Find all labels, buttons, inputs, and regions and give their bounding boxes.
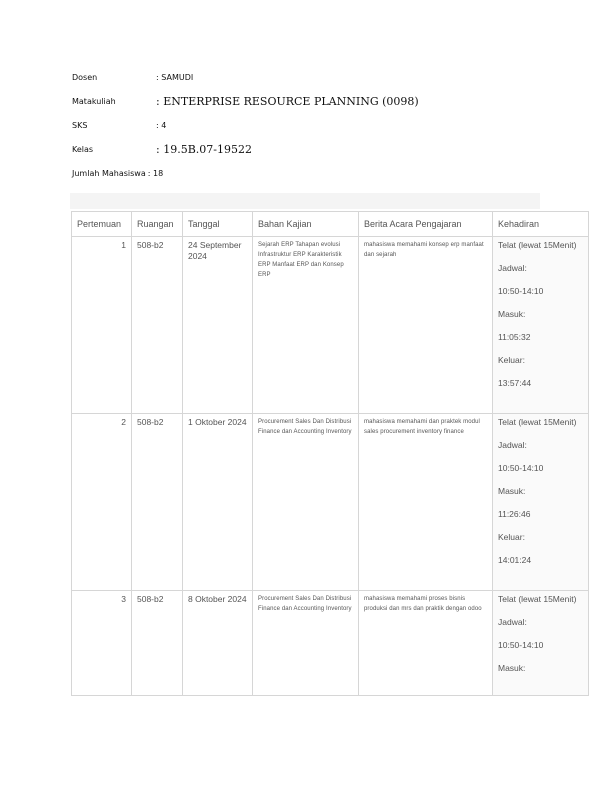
dosen-value: : SAMUDI [156, 72, 194, 82]
cell-kehadiran [493, 414, 589, 591]
kehadiran-jadwal-label: Jadwal: [498, 617, 527, 627]
table-row [72, 237, 589, 414]
kehadiran-keluar-value: 13:57:44 [498, 378, 532, 388]
matakuliah-value: : ENTERPRISE RESOURCE PLANNING (0098) [156, 94, 419, 108]
kehadiran-jadwal-value: 10:50-14:10 [498, 463, 544, 473]
cell-pertemuan: 3 [72, 591, 132, 696]
kehadiran-masuk-value: 11:05:32 [498, 332, 531, 342]
cell-pertemuan: 2 [72, 414, 132, 591]
kehadiran-jadwal-label: Jadwal: [498, 440, 527, 450]
sks-value: : 4 [156, 120, 167, 130]
table-row [72, 414, 589, 591]
kehadiran-masuk-value: 11:26:46 [498, 509, 531, 519]
cell-tanggal: 24 September 2024 [183, 237, 253, 414]
sks-label: SKS [72, 120, 88, 130]
matakuliah-row [72, 94, 419, 108]
kehadiran-jadwal-value: 10:50-14:10 [498, 286, 544, 296]
dosen-row [72, 70, 193, 84]
matakuliah-label: Matakuliah [72, 96, 116, 106]
kehadiran-status: Telat (lewat 15Menit) [498, 417, 577, 427]
cell-tanggal: 8 Oktober 2024 [183, 591, 253, 696]
cell-bahan-kajian: Procurement Sales Dan Distribusi Finance dan Accounting Inventory [253, 414, 359, 591]
kehadiran-masuk-label: Masuk: [498, 309, 526, 319]
sks-row [72, 118, 166, 132]
kelas-value: : 19.5B.07-19522 [156, 142, 252, 156]
cell-berita-acara: mahasiswa memahami dan praktek modul sales procurement inventory finance [359, 414, 493, 591]
jumlah-row [72, 166, 163, 180]
kehadiran-status: Telat (lewat 15Menit) [498, 594, 577, 604]
kelas-label: Kelas [72, 144, 94, 154]
kehadiran-masuk-label: Masuk: [498, 663, 526, 673]
kelas-row [72, 142, 252, 156]
cell-berita-acara: mahasiswa memahami proses bisnis produksi dan mrs dan praktik dengan odoo [359, 591, 493, 696]
kehadiran-keluar-label: Keluar: [498, 355, 525, 365]
table-row [72, 591, 589, 696]
cell-tanggal: 1 Oktober 2024 [183, 414, 253, 591]
kehadiran-jadwal-value: 10:50-14:10 [498, 640, 544, 650]
cell-berita-acara: mahasiswa memahami konsep erp manfaat dan sejarah [359, 237, 493, 414]
cell-ruangan: 508-b2 [132, 414, 183, 591]
table-header-row [72, 212, 589, 237]
cell-ruangan: 508-b2 [132, 237, 183, 414]
kehadiran-masuk-label: Masuk: [498, 486, 526, 496]
cell-kehadiran [493, 591, 589, 696]
cell-pertemuan: 1 [72, 237, 132, 414]
col-pertemuan: Pertemuan [72, 212, 132, 237]
jumlah-value: : 18 [147, 168, 164, 178]
col-tanggal: Tanggal [183, 212, 253, 237]
cell-bahan-kajian: Sejarah ERP Tahapan evolusi Infrastruktur ERP Karakteristik ERP Manfaat ERP dan Konsep ERP [253, 237, 359, 414]
cell-kehadiran [493, 237, 589, 414]
jumlah-label: Jumlah Mahasiswa [72, 168, 146, 178]
kehadiran-keluar-value: 14:01:24 [498, 555, 532, 565]
col-bahan-kajian: Bahan Kajian [253, 212, 359, 237]
cell-ruangan: 508-b2 [132, 591, 183, 696]
kehadiran-jadwal-label: Jadwal: [498, 263, 527, 273]
col-berita-acara: Berita Acara Pengajaran [359, 212, 493, 237]
cell-bahan-kajian: Procurement Sales Dan Distribusi Finance dan Accounting Inventory [253, 591, 359, 696]
col-kehadiran: Kehadiran [493, 212, 589, 237]
table-top-band [70, 193, 540, 209]
attendance-table [71, 211, 589, 696]
col-ruangan: Ruangan [132, 212, 183, 237]
dosen-label: Dosen [72, 72, 98, 82]
kehadiran-keluar-label: Keluar: [498, 532, 525, 542]
kehadiran-status: Telat (lewat 15Menit) [498, 240, 577, 250]
